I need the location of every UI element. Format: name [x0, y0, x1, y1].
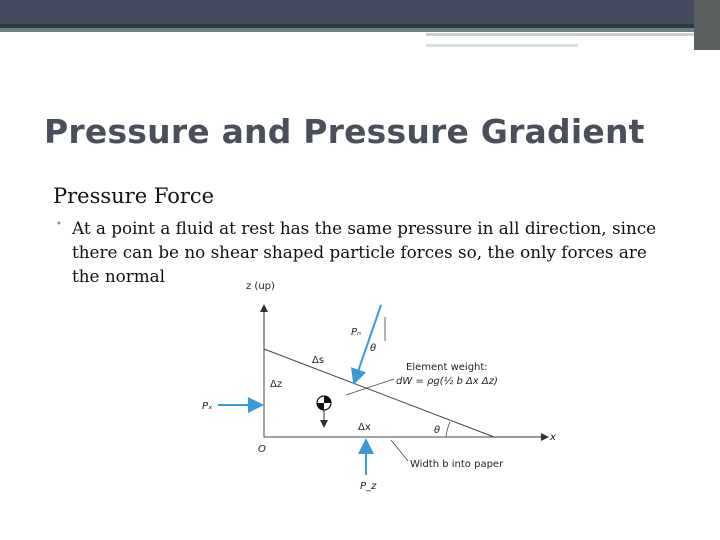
width-leader [391, 440, 408, 461]
theta-label-bottom: θ [434, 425, 441, 436]
weight-formula: dW = ρg(½ b Δx Δz) [396, 376, 498, 387]
x-axis-label: x [550, 432, 556, 443]
theta-label-top: θ [370, 343, 377, 354]
pn-label: Pₙ [351, 327, 362, 338]
ds-label: Δs [312, 355, 325, 366]
decorative-line [426, 33, 694, 36]
slide-title: Pressure and Pressure Gradient [44, 112, 645, 151]
width-note: Width b into paper [410, 459, 504, 470]
bullet-text: At a point a fluid at rest has the same pressure in all direction, since there can be no shear shaped particle forces so, the only forces are the normal [72, 218, 657, 286]
dx-label: Δx [358, 422, 371, 433]
weight-leader [346, 379, 394, 395]
slide-subheading: Pressure Force [53, 184, 215, 208]
z-axis-label: z (up) [246, 281, 275, 292]
dz-label: Δz [270, 379, 283, 390]
px-label: Pₓ [202, 401, 213, 412]
top-bar-corner [694, 0, 720, 50]
bullet-icon: • [56, 219, 62, 230]
pz-label: P_z [360, 481, 377, 492]
decorative-line [426, 44, 578, 47]
weight-title: Element weight: [406, 362, 488, 373]
fluid-element-diagram [196, 277, 556, 497]
top-bar-shadow [0, 24, 720, 28]
pn-arrow [354, 305, 381, 383]
origin-label: O [258, 444, 266, 455]
top-bar [0, 0, 720, 24]
theta-arc [446, 422, 450, 437]
centroid-icon [317, 396, 331, 410]
